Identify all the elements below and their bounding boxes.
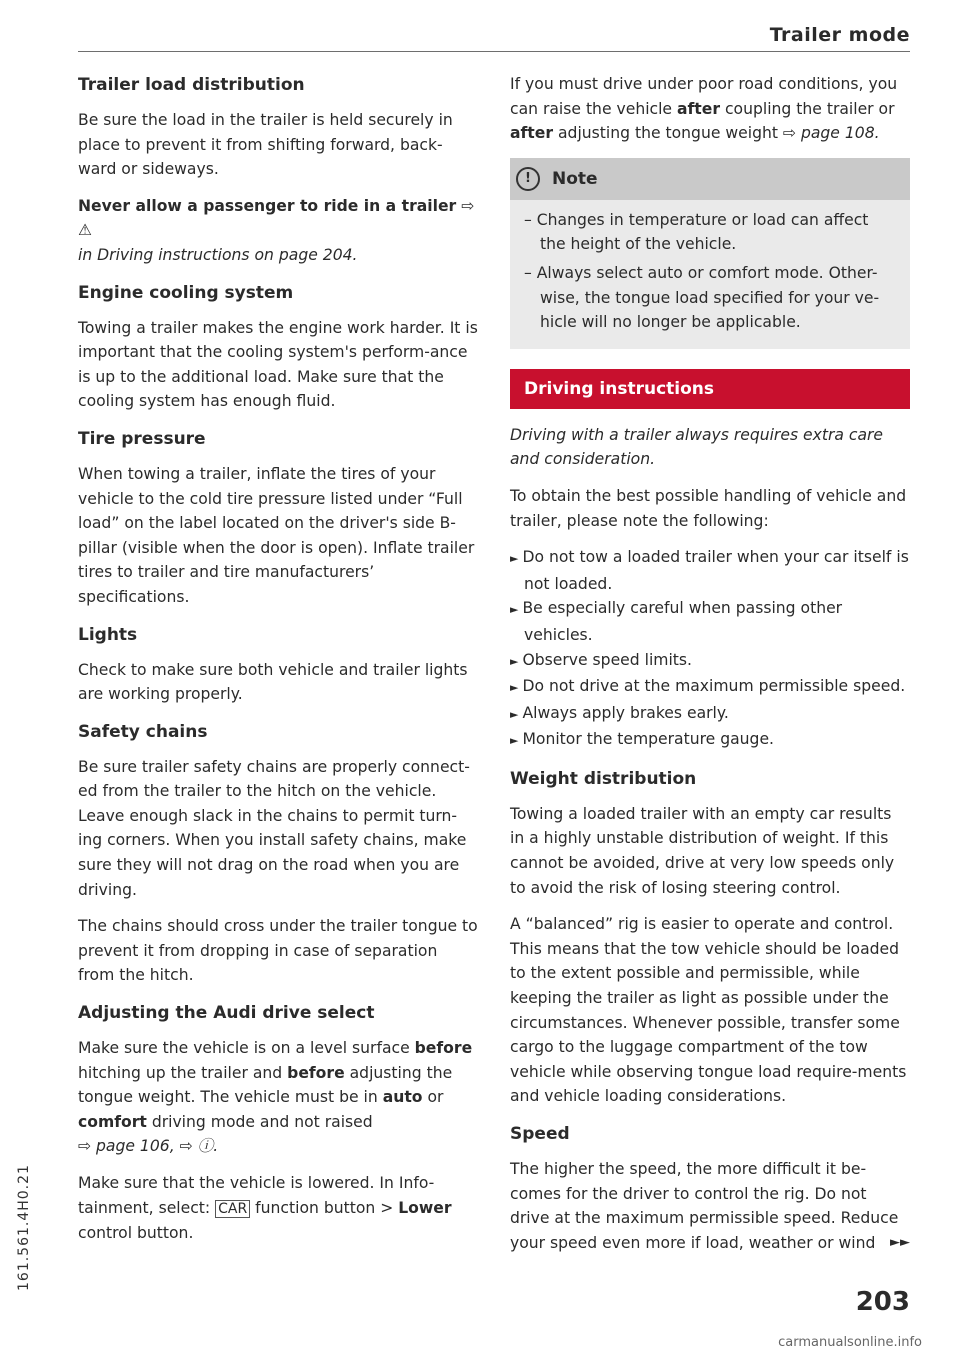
warning-triangle-icon: ⚠ xyxy=(78,221,92,240)
bullet-triangle-icon: ► xyxy=(510,681,519,695)
ref-arrow-icon: ⇨ xyxy=(461,196,475,215)
paragraph-safety-chains-2: The chains should cross under the trailer tongue to prevent it from dropping in case of separation from the hitch. xyxy=(78,917,478,985)
list-item xyxy=(510,545,910,596)
header-rule xyxy=(78,51,910,52)
heading-speed: Speed xyxy=(510,1124,570,1144)
paragraph-engine-cooling: Towing a trailer makes the engine work harder. It is important that the cooling system's perform-ance is up to the additional load. Make sure that the cooling system has enough fluid. xyxy=(78,318,478,411)
right-column xyxy=(510,72,910,1267)
paragraph-speed xyxy=(510,1157,910,1255)
warning-passenger-ride xyxy=(78,194,478,268)
bullet-triangle-icon: ► xyxy=(510,734,519,748)
paragraph-lights: Check to make sure both vehicle and trailer lights are working properly. xyxy=(78,660,468,704)
note-info-icon: ! xyxy=(516,167,540,191)
page-header-title: Trailer mode xyxy=(769,24,910,46)
note-header xyxy=(510,158,910,200)
warning-page-ref: in Driving instructions on page 204. xyxy=(78,245,358,264)
list-item xyxy=(510,701,910,728)
note-body xyxy=(510,200,910,349)
bold-auto: auto xyxy=(382,1088,423,1107)
bullet-text: Do not tow a loaded trailer when your car itself is not loaded. xyxy=(522,548,909,593)
text-run: driving mode and not raised xyxy=(146,1112,373,1131)
paragraph-weight-1: Towing a loaded trailer with an empty car results in a highly unstable distribution of weight. If this cannot be avoided, drive at very low speeds only to avoid the risk of losing steering control. xyxy=(510,804,895,897)
heading-tire-pressure: Tire pressure xyxy=(78,428,206,449)
side-document-code: 161.561.4H0.21 xyxy=(16,1164,32,1291)
bold-after-2: after xyxy=(510,124,554,143)
heading-trailer-load-distribution: Trailer load distribution xyxy=(78,75,305,95)
intro-italic: Driving with a trailer always requires extra care and consideration. xyxy=(510,425,884,469)
note-item: – Always select auto or comfort mode. Other-wise, the tongue load specified for your ve-hicle will no longer be applicable. xyxy=(524,263,880,332)
car-button-label: CAR xyxy=(215,1200,250,1218)
bullet-text: Monitor the temperature gauge. xyxy=(522,730,775,749)
paragraph-handling: To obtain the best possible handling of vehicle and trailer, please note the following: xyxy=(510,486,907,530)
bold-before-2: before xyxy=(287,1063,345,1082)
text-run: If you must drive under poor road conditions, you can raise the vehicle xyxy=(510,75,898,118)
warning-passenger-text: Never allow a passenger to ride in a trailer xyxy=(78,196,457,215)
footer-watermark: carmanualsonline.info xyxy=(778,1335,922,1350)
text-run: or xyxy=(422,1088,444,1107)
left-column xyxy=(78,72,478,1258)
bullet-text: Do not drive at the maximum permissible speed. xyxy=(522,677,906,696)
bullet-triangle-icon: ► xyxy=(510,654,519,668)
list-item xyxy=(510,596,910,647)
text-run: control button. xyxy=(78,1224,194,1243)
bold-before-1: before xyxy=(414,1039,473,1058)
bullet-text: Always apply brakes early. xyxy=(522,703,729,722)
note-title: Note xyxy=(552,168,598,189)
paragraph-safety-chains-1: Be sure trailer safety chains are properly connect-ed from the trailer to the hitch on the vehicle. Leave enough slack in the chains to permit turn-ing corners. When you install safety chains, make sure they will not drag on the road when you are driving. xyxy=(78,757,470,899)
paragraph-poor-road xyxy=(510,72,910,146)
text-run: adjusting the tongue weight. The vehicle must be in xyxy=(78,1063,453,1107)
text-run: hitching up the trailer and xyxy=(78,1063,288,1082)
list-item xyxy=(510,727,910,754)
text-run: function button > xyxy=(250,1198,399,1217)
heading-engine-cooling: Engine cooling system xyxy=(78,282,294,303)
text-run: The higher the speed, the more difficult it be-comes for the driver to control the rig. Do not drive at the maximum permissible speed. Reduce your speed even more if load, weather or wind xyxy=(510,1160,899,1252)
list-item xyxy=(510,648,910,675)
list-item xyxy=(510,674,910,701)
paragraph-load-secure: Be sure the load in the trailer is held securely in place to prevent it from shifting forward, back-ward or sideways. xyxy=(78,111,453,179)
continue-arrow-icon: ►► xyxy=(890,1234,910,1250)
bold-after-1: after xyxy=(677,99,721,118)
bullet-text: Observe speed limits. xyxy=(522,650,692,669)
heading-drive-select: Adjusting the Audi drive select xyxy=(78,1003,375,1024)
paragraph-tire-pressure: When towing a trailer, inflate the tires of your vehicle to the cold tire pressure listed under “Full load” on the label located on the driver's side B-pillar (visible when the door is open). Inflate trailer tires to trailer and tire manufacturers’ specifications. xyxy=(78,464,475,606)
text-run: adjusting the tongue weight xyxy=(553,124,783,143)
section-header-driving-instructions: Driving instructions xyxy=(510,369,910,409)
bold-lower: Lower xyxy=(398,1198,452,1217)
bullet-triangle-icon: ► xyxy=(510,707,519,721)
note-box xyxy=(510,158,910,349)
page-ref-108: ⇨ page 108. xyxy=(782,124,880,143)
heading-weight-distribution: Weight distribution xyxy=(510,768,697,789)
page-number: 203 xyxy=(855,1287,910,1317)
heading-lights: Lights xyxy=(78,624,138,645)
paragraph-drive-select-2 xyxy=(78,1171,478,1246)
text-run: Make sure that the vehicle is lowered. In Info-tainment, select: xyxy=(78,1174,435,1217)
bullet-text: Be especially careful when passing other vehicles. xyxy=(522,599,843,644)
bold-comfort: comfort xyxy=(78,1112,147,1131)
paragraph-weight-2: A “balanced” rig is easier to operate and control. This means that the tow vehicle should be loaded to the extent possible and permissible, while keeping the trailer as light as possible under the circumstances. Whenever possible, transfer some cargo to the luggage compartment of the tow vehicle while observing tongue load require-ments and vehicle loading considerations. xyxy=(510,915,907,1106)
bullet-triangle-icon: ► xyxy=(510,603,519,617)
paragraph-drive-select-1 xyxy=(78,1036,478,1159)
page-ref-106: ⇨ page 106, ⇨ ⓘ. xyxy=(78,1137,219,1156)
text-run: coupling the trailer or xyxy=(720,99,895,118)
bullet-list xyxy=(510,545,910,754)
note-item: – Changes in temperature or load can affect the height of the vehicle. xyxy=(524,210,869,254)
text-run: Make sure the vehicle is on a level surface xyxy=(78,1039,415,1058)
bullet-triangle-icon: ► xyxy=(510,552,519,566)
heading-safety-chains: Safety chains xyxy=(78,721,208,742)
